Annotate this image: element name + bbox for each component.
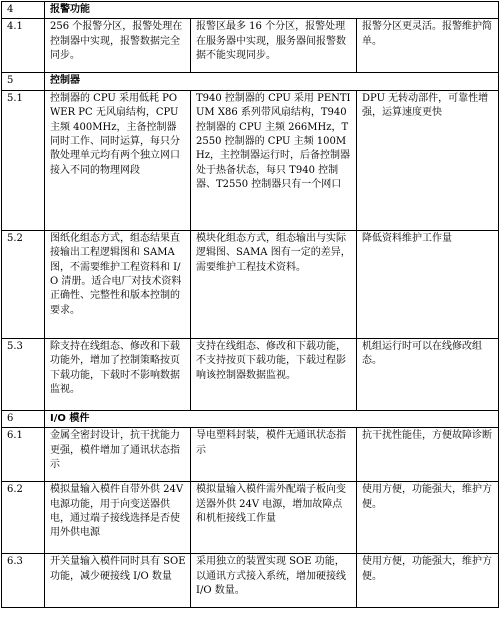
- new-system-cell: 256 个报警分区，报警处理在控制器中实现，报警数据完全同步。: [45, 19, 191, 73]
- item-number: 5.3: [2, 338, 45, 410]
- advantage-cell: 使用方便，功能强大，维护方便。: [357, 554, 499, 608]
- new-system-cell: 模拟量输入模件自带外供 24V 电源功能，用于向变送器供电，通过端子接线选择是否使用外供电源: [45, 482, 191, 554]
- old-system-cell: 模拟量输入模件需外配端子板向变送器外供 24V 电源，增加故障点和机柜接线工作量: [191, 482, 357, 554]
- old-system-cell: 报警区最多 16 个分区，报警处理在服务器中实现，服务器间报警数据不能实现同步。: [191, 19, 357, 73]
- item-number: 4.1: [2, 19, 45, 73]
- new-system-cell: 除支持在线组态、修改和下载功能外，增加了控制策略按页下载功能，下载时不影响数据监视。: [45, 338, 191, 410]
- section-row: [2, 2, 499, 19]
- new-system-cell: 控制器的 CPU 采用低耗 POWER PC 无风扇结构，CPU 主频 400MHz，主备控制器同时工作、同时运算，每只分散处理单元均有两个独立网口接入不同的物理网段: [45, 90, 191, 230]
- old-system-cell: T940 控制器的 CPU 采用 PENTIUM X86 系列带风扇结构，T940 控制器的 CPU 主频 266MHz，T2550 控制器的 CPU 主频 100MHz，主控制器运行时，后备控制器处于热备状态，每只 T940 控制器、T2550 控制器只有一个网口: [191, 90, 357, 230]
- table-row: [2, 19, 499, 73]
- item-number: 6.3: [2, 554, 45, 608]
- advantage-cell: 使用方便，功能强大，维护方便。: [357, 482, 499, 554]
- section-number: 4: [2, 2, 45, 19]
- section-title: I/O 模件: [45, 410, 499, 427]
- table-row: [2, 338, 499, 410]
- table-row: [2, 482, 499, 554]
- old-system-cell: 支持在线组态、修改和下载功能，不支持按页下载功能，下载过程影响该控制器数据监视。: [191, 338, 357, 410]
- item-number: 6.2: [2, 482, 45, 554]
- advantage-cell: 抗干扰性能佳，方便故障诊断: [357, 428, 499, 482]
- advantage-cell: 机组运行时可以在线修改组态。: [357, 338, 499, 410]
- old-system-cell: 采用独立的装置实现 SOE 功能，以通讯方式接入系统，增加硬接线 I/O 数量。: [191, 554, 357, 608]
- advantage-cell: 降低资料维护工作量: [357, 230, 499, 338]
- section-row: [2, 410, 499, 427]
- new-system-cell: 图纸化组态方式，组态结果直接输出工程逻辑图和 SAMA 图，不需要维护工程资料和 I/O 清册。适合电厂对技术资料正确性、完整性和版本控制的要求。: [45, 230, 191, 338]
- advantage-cell: 报警分区更灵活。报警维护简单。: [357, 19, 499, 73]
- old-system-cell: 导电塑料封装，模件无通讯状态指示: [191, 428, 357, 482]
- old-system-cell: 模块化组态方式，组态输出与实际逻辑图、SAMA 图有一定的差异，需要维护工程技术资料。: [191, 230, 357, 338]
- new-system-cell: 金属全密封设计，抗干扰能力更强，模件增加了通讯状态指示: [45, 428, 191, 482]
- table-row: [2, 230, 499, 338]
- section-row: [2, 73, 499, 90]
- table-row: [2, 90, 499, 230]
- section-title: 控制器: [45, 73, 499, 90]
- item-number: 5.1: [2, 90, 45, 230]
- comparison-table: [1, 1, 499, 608]
- section-title: 报警功能: [45, 2, 499, 19]
- advantage-cell: DPU 无转动部件，可靠性增强，运算速度更快: [357, 90, 499, 230]
- new-system-cell: 开关量输入模件同时具有 SOE 功能，减少硬接线 I/O 数量: [45, 554, 191, 608]
- section-number: 5: [2, 73, 45, 90]
- table-row: [2, 554, 499, 608]
- item-number: 5.2: [2, 230, 45, 338]
- section-number: 6: [2, 410, 45, 427]
- table-row: [2, 428, 499, 482]
- item-number: 6.1: [2, 428, 45, 482]
